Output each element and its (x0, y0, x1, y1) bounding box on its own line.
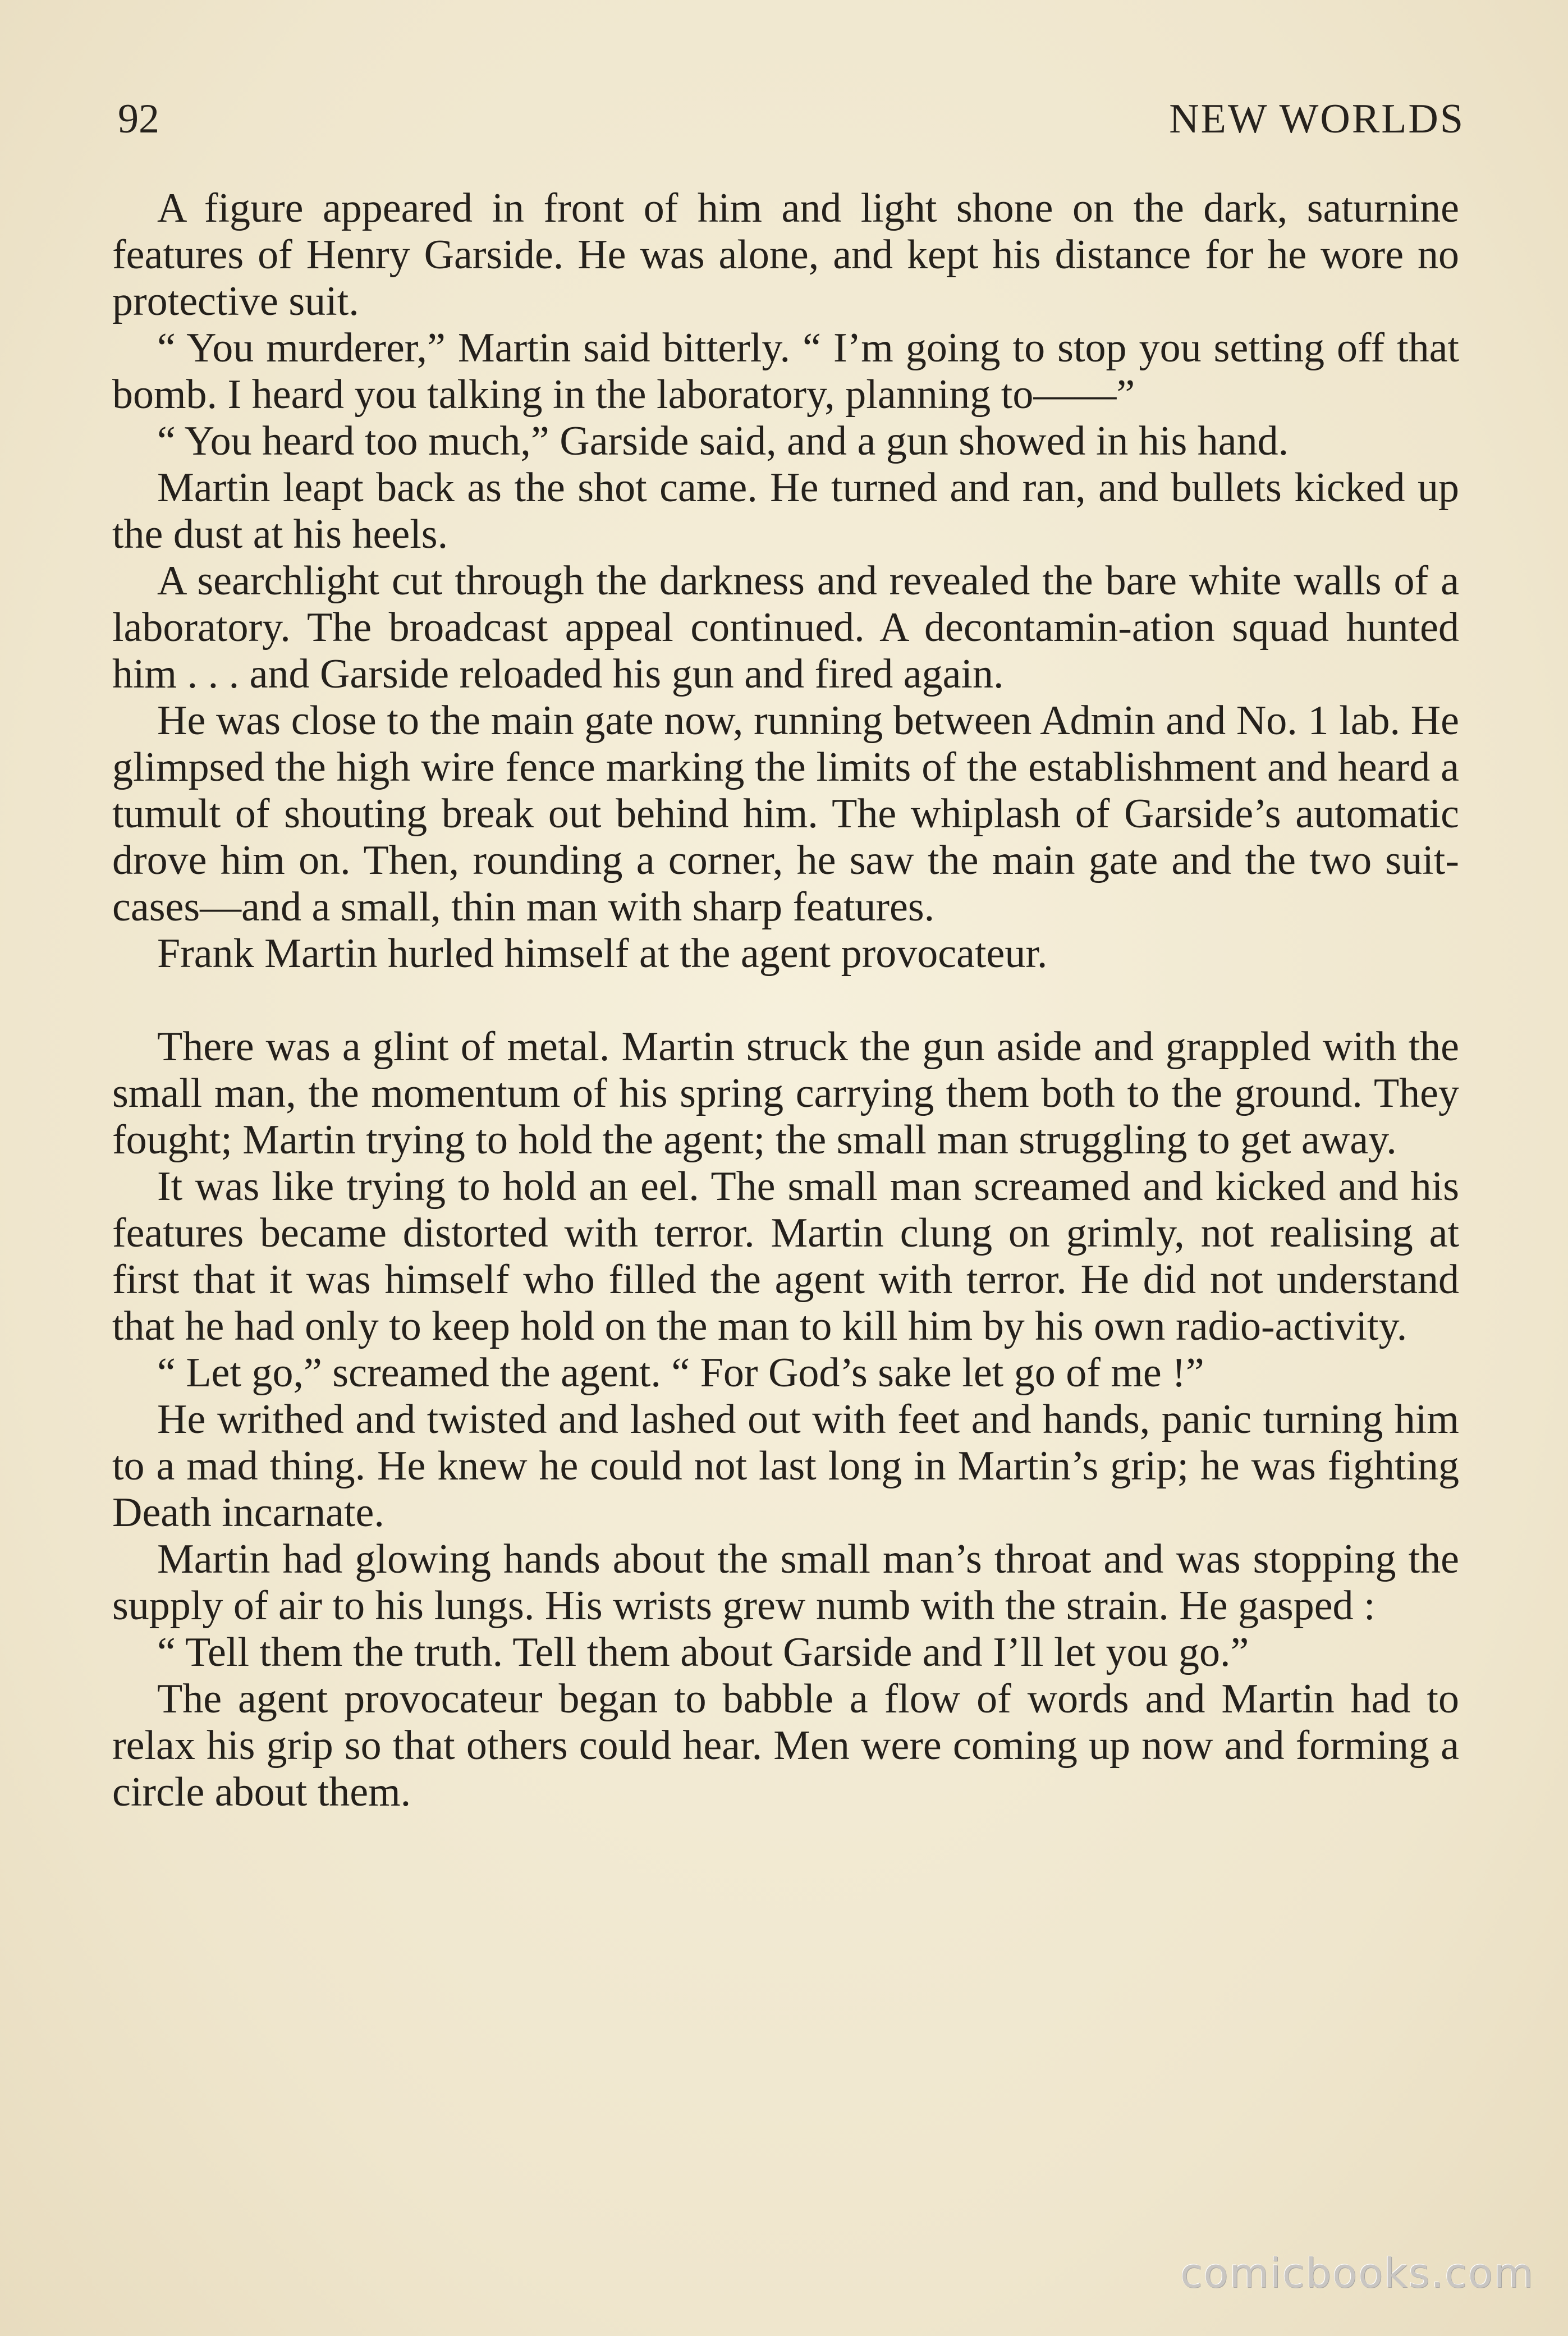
paragraph: “ You heard too much,” Garside said, and a gun showed in his hand. (157, 418, 1289, 464)
paragraph: “ You murderer,” Martin said bitterly. “ I’m going to stop you setting off that bomb. I heard you talking in the laboratory, planning to——” (112, 325, 1459, 418)
paragraph: He was close to the main gate now, running between Admin and No. 1 lab. He glimpsed the high wire fence marking the limits of the establishment and heard a tumult of shouting break out behind him. The whiplash of Garside’s automatic drove him on. Then, rounding a corner, he saw the main gate and the two suit-cases—and a small, thin man with sharp features. (112, 698, 1459, 930)
paragraph: He writhed and twisted and lashed out with feet and hands, panic turning him to a mad thing. He knew he could not last long in Martin’s grip; he was fighting Death incarnate. (112, 1396, 1459, 1536)
paragraph: A figure appeared in front of him and light shone on the dark, saturnine features of Henry Garside. He was alone, and kept his distance for he wore no protective suit. (112, 185, 1459, 324)
paragraph: The agent provocateur began to babble a flow of words and Martin had to relax his grip so that others could hear. Men were coming up now and forming a circle about them. (112, 1676, 1459, 1815)
running-head: NEW WORLDS (1169, 96, 1465, 142)
watermark: comicbooks.com (1180, 2250, 1534, 2297)
paragraph: Frank Martin hurled himself at the agent provocateur. (157, 931, 1048, 977)
paragraph: Martin leapt back as the shot came. He turned and ran, and bullets kicked up the dust at his heels. (112, 465, 1459, 557)
page-header (112, 95, 1465, 152)
page-number: 92 (118, 96, 159, 142)
paragraph: A searchlight cut through the darkness and revealed the bare white walls of a laboratory. The broadcast appeal continued. A decontamin-ation squad hunted him . . . and Garside reloaded his gun and fired again. (112, 558, 1459, 697)
paragraph: Martin had glowing hands about the small man’s throat and was stopping the supply of air to his lungs. His wrists grew numb with the strain. He gasped : (112, 1536, 1459, 1629)
paragraph: “ Let go,” screamed the agent. “ For God’s sake let go of me !” (157, 1350, 1204, 1396)
paragraph: “ Tell them the truth. Tell them about Garside and I’ll let you go.” (157, 1629, 1249, 1675)
paragraph-section-start: There was a glint of metal. Martin struck the gun aside and grappled with the small man, the momentum of his spring carrying them both to the ground. They fought; Martin trying to hold the agent; the small man struggling to get away. (112, 1024, 1459, 1163)
paragraph: It was like trying to hold an eel. The small man screamed and kicked and his features became distorted with terror. Martin clung on grimly, not realising at first that it was himself who filled the agent with terror. He did not understand that he had only to keep hold on the man to kill him by his own radio-activity. (112, 1164, 1459, 1349)
story-text (112, 185, 1459, 1816)
